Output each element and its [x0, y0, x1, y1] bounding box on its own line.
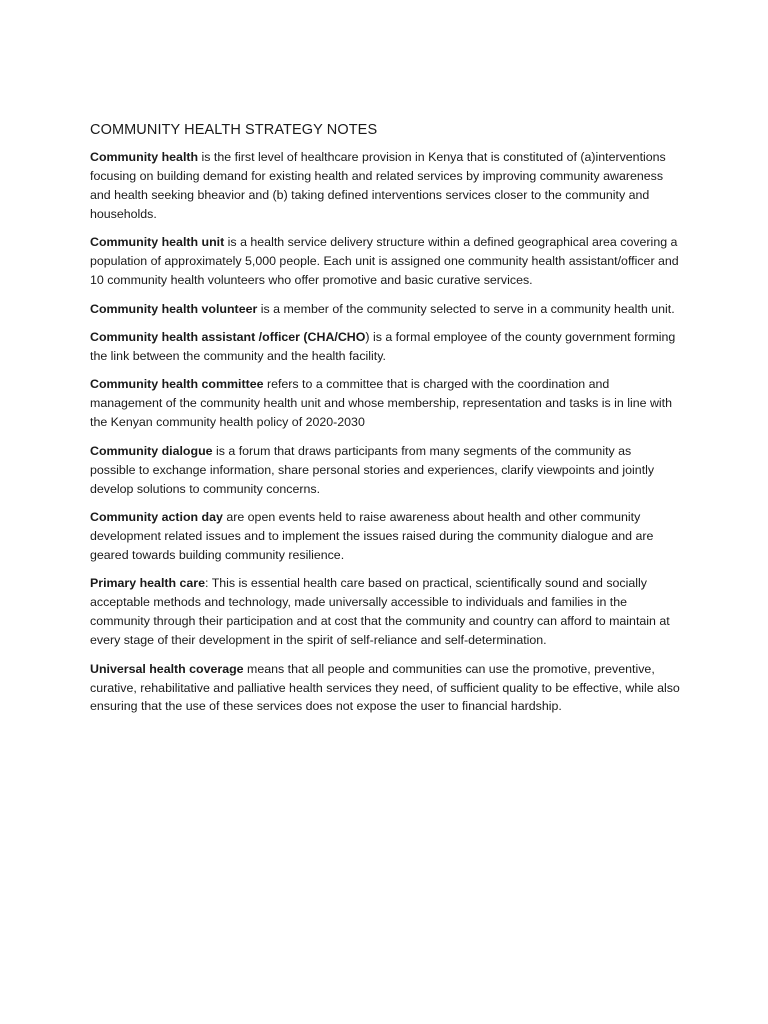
- term-label: Community health unit: [90, 235, 225, 250]
- definition-community-health-volunteer: [90, 300, 680, 319]
- term-label: Community health: [90, 150, 199, 164]
- definition-community-action-day: [90, 508, 680, 565]
- definition-community-health-assistant: [90, 328, 680, 366]
- definition-text: is a member of the community selected to serve in a community health unit.: [257, 301, 675, 316]
- definition-text: is the first level of healthcare provision in Kenya that is constituted of (a)interventions focusing on building demand for existing health and related services by improving community awareness and health seeking bheavior and (b) taking defined interventions services closer to the community and households.: [90, 150, 666, 221]
- term-label: Universal health coverage: [90, 661, 244, 676]
- document-body: [90, 120, 680, 726]
- term-label: Community health committee: [90, 377, 264, 392]
- term-label: Primary health care: [90, 576, 206, 591]
- definition-community-dialogue: [90, 442, 680, 499]
- definition-primary-health-care: [90, 574, 680, 650]
- definition-community-health-unit: [90, 233, 680, 290]
- definition-community-health: [90, 148, 680, 224]
- term-label: Community health volunteer: [90, 301, 258, 316]
- term-label: Community health assistant /officer (CHA/CHO: [90, 330, 366, 345]
- definition-community-health-committee: [90, 375, 680, 432]
- document-title: COMMUNITY HEALTH STRATEGY NOTES: [90, 122, 378, 138]
- definition-text: refers to a committee that is charged with the coordination and management of the community health unit and whose membership, representation and tasks is in line with the Kenyan community health policy of 2020-2030: [90, 377, 672, 430]
- definition-text: means that all people and communities can use the promotive, preventive, curative, rehabilitative and palliative health services they need, of sufficient quality to be effective, while also ensuring that the use of these services does not expose the user to financial hardship.: [90, 661, 680, 714]
- definition-text: is a health service delivery structure within a defined geographical area covering a population of approximately 5,000 people. Each unit is assigned one community health assistant/officer and 10 community health volunteers who offer promotive and basic curative services.: [90, 235, 679, 288]
- definition-universal-health-coverage: [90, 660, 680, 717]
- definition-text: ) is a formal employee of the county government forming the link between the community and the health facility.: [90, 330, 676, 363]
- definition-text: are open events held to raise awareness about health and other community development related issues and to implement the issues raised during the community dialogue and are geared towards building community resilience.: [90, 510, 654, 562]
- definition-text: is a forum that draws participants from many segments of the community as possible to exchange information, share personal stories and experiences, clarify viewpoints and jointly develop solutions to community concerns.: [90, 443, 655, 496]
- definition-text: : This is essential health care based on practical, scientifically sound and socially acceptable methods and technology, made universally accessible to individuals and families in the community through their participation and at cost that the community and country can afford to maintain at every stage of their development in the spirit of self-reliance and self-determination.: [90, 576, 670, 648]
- term-label: Community dialogue: [90, 443, 213, 458]
- term-label: Community action day: [90, 510, 223, 525]
